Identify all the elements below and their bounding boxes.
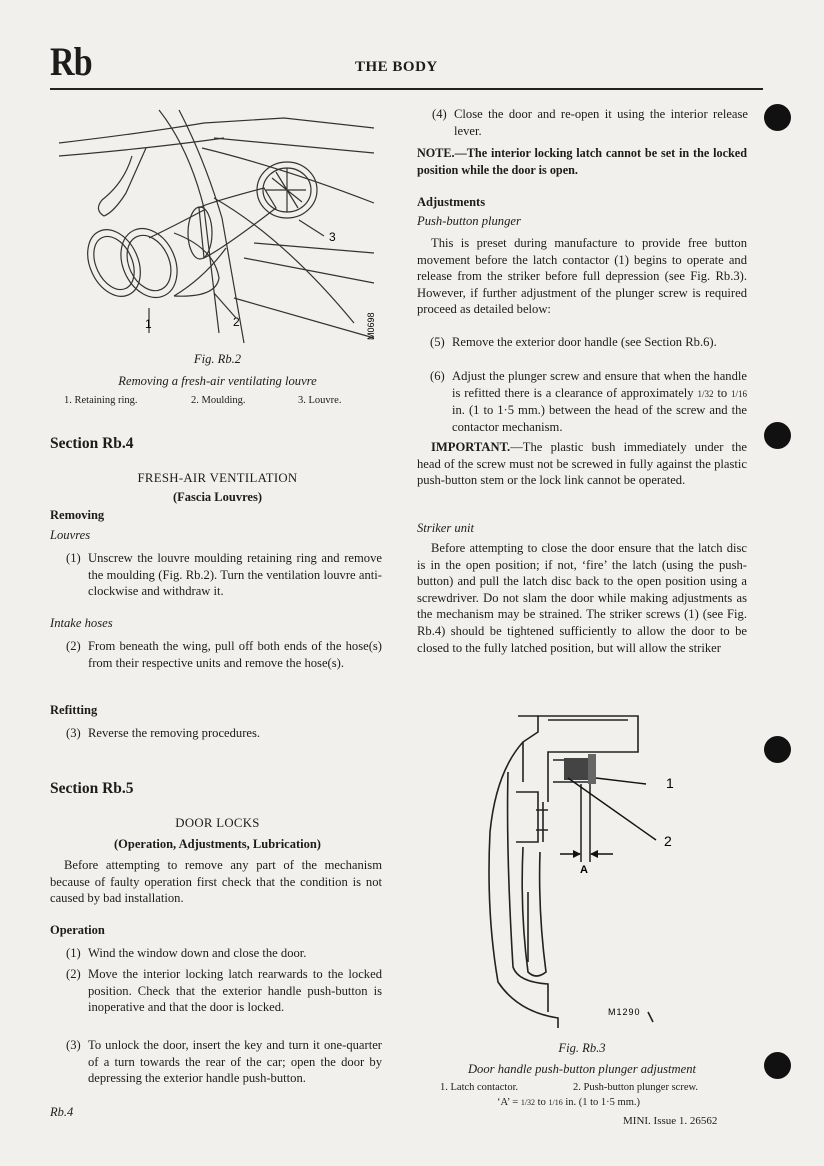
- step-3: [66, 725, 382, 742]
- subheading-push-button-plunger: Push-button plunger: [417, 214, 521, 228]
- important-paragraph: [417, 439, 747, 489]
- fig-rb3-legend-fraction-1: 1/32: [520, 1098, 536, 1107]
- fig-rb2-legend-1: 1. Retaining ring.: [64, 395, 138, 406]
- operation-step-3: [66, 1037, 382, 1087]
- fig-rb3-legend-fraction-2: 1/16: [548, 1098, 563, 1107]
- note: [417, 145, 747, 178]
- subheading-intake-hoses: Intake hoses: [50, 616, 113, 630]
- important-label: IMPORTANT.: [431, 440, 511, 454]
- step-5-number: (5): [430, 335, 445, 349]
- step-6-text-a: Adjust the plunger screw and ensure that when the handle is refitted there is a clearance of approximately: [452, 369, 747, 400]
- section-rb5-intro: Before attempting to remove any part of the mechanism because of faulty operation first check that the condition is not caused by bad installation.: [50, 858, 382, 906]
- door-handle-plunger-illustration: [478, 712, 698, 1030]
- operation-step-3-text: To unlock the door, insert the key and turn it one-quarter of a turn towards the rear of the car; open the door by depressing the exterior handle push-button.: [88, 1038, 382, 1086]
- step-5: [430, 334, 747, 351]
- step-6-number: (6): [430, 369, 445, 383]
- issue-number: MINI. Issue 1. 26562: [623, 1115, 718, 1127]
- step-5-text: Remove the exterior door handle (see Section Rb.6).: [452, 335, 717, 349]
- section-rb4-title: Section Rb.4: [50, 435, 134, 452]
- section-rb5-subheading: (Operation, Adjustments, Lubrication): [114, 837, 321, 851]
- operation-step-2-text: Move the interior locking latch rearwards to the locked position. Check that the exterior handle push-button is inoperative and that the door is locked.: [88, 967, 382, 1015]
- operation-step-4: [432, 106, 748, 139]
- callout-3: 3: [329, 230, 336, 244]
- fresh-air-louvre-illustration: [54, 108, 384, 348]
- section-code: Rb: [50, 39, 92, 84]
- callout-1: 1: [666, 775, 674, 791]
- fig-rb3-legend-2: 2. Push-button plunger screw.: [573, 1082, 699, 1093]
- fig-rb2-subcaption: Removing a fresh-air ventilating louvre: [118, 374, 317, 388]
- important-text: —The plastic bush immediately under the head of the screw must not be screwed in fully against the plastic push-button stem or the lock link cannot be operated.: [417, 440, 747, 488]
- operation-step-1: [66, 945, 382, 962]
- operation-step-3-number: (3): [66, 1038, 81, 1052]
- operation-step-2-number: (2): [66, 967, 81, 981]
- section-rb4-subheading: (Fascia Louvres): [173, 490, 262, 504]
- binder-hole: [764, 104, 791, 131]
- step-1-text: Unscrew the louvre moulding retaining ring and remove the moulding (Fig. Rb.2). Turn the ventilation louvre anti-clockwise and withdraw it.: [88, 551, 382, 599]
- fig-rb3-legend-a: [497, 1097, 640, 1108]
- page-title: THE BODY: [355, 59, 438, 75]
- section-rb4-heading: FRESH-AIR VENTILATION: [137, 471, 298, 485]
- subheading-louvres: Louvres: [50, 528, 91, 542]
- step-2: [66, 638, 382, 671]
- fig-rb2-legend-3: 3. Louvre.: [298, 395, 342, 406]
- step-6-text-b: in. (1 to 1·5 mm.) between the head of the screw and the contactor mechanism.: [452, 403, 747, 434]
- step-6: [430, 368, 748, 435]
- callout-a: A: [580, 864, 588, 876]
- subheading-striker-unit: Striker unit: [417, 521, 475, 535]
- fig-rb3-legend-a-label: ‘A’ =: [497, 1097, 519, 1108]
- operation-step-4-number: (4): [432, 107, 447, 121]
- figure-code: M1290: [608, 1007, 641, 1017]
- operation-step-4-text: Close the door and re-open it using the interior release lever.: [454, 107, 748, 138]
- fig-rb3-legend-to: to: [537, 1097, 546, 1108]
- step-2-text: From beneath the wing, pull off both ends of the hose(s) from their respective units and remove the hose(s).: [88, 639, 382, 670]
- plunger-paragraph: This is preset during manufacture to provide free button movement before the latch contactor (1) begins to operate and release from the striker before full depression (see Fig. Rb.3). However, if further adjustment of the plunger screw is required proceed as detailed below:: [417, 236, 747, 317]
- step-1-number: (1): [66, 551, 81, 565]
- step-6-to: to: [717, 385, 728, 400]
- section-rb5-heading: DOOR LOCKS: [175, 816, 260, 830]
- heading-operation: Operation: [50, 923, 105, 937]
- step-3-number: (3): [66, 726, 81, 740]
- fig-rb3-legend-b: in. (1 to 1·5 mm.): [565, 1097, 640, 1108]
- heading-adjustments: Adjustments: [417, 195, 486, 209]
- callout-2: 2: [664, 833, 672, 849]
- fig-rb3-legend-1: 1. Latch contactor.: [440, 1082, 519, 1093]
- page-number: Rb.4: [50, 1105, 74, 1119]
- operation-step-1-text: Wind the window down and close the door.: [88, 946, 307, 960]
- heading-refitting: Refitting: [50, 703, 98, 717]
- header-rule: [50, 88, 763, 90]
- step-2-number: (2): [66, 639, 81, 653]
- section-rb5-title: Section Rb.5: [50, 780, 134, 797]
- callout-2: 2: [233, 315, 240, 329]
- step-6-fraction-2: 1/16: [731, 388, 748, 399]
- binder-hole: [764, 1052, 791, 1079]
- fig-rb2-caption: Fig. Rb.2: [193, 352, 242, 366]
- step-6-fraction-1: 1/32: [697, 388, 714, 399]
- fig-rb3-caption: Fig. Rb.3: [558, 1041, 606, 1055]
- operation-step-1-number: (1): [66, 946, 81, 960]
- callout-1: 1: [145, 317, 152, 331]
- striker-paragraph: Before attempting to close the door ensure that the latch disc is in the open position; if not, ‘fire’ the latch (using the push-button) and pull the latch disc back to the open position using a screwdriver. Do not slam the door while making adjustments as the mechanism may be strained. The striker screws (1) (see Fig. Rb.4) should be tightened sufficiently to allow the door to be closed to the fully latched position, but will allow the striker: [417, 541, 747, 655]
- operation-step-2: [66, 966, 382, 1016]
- step-3-text: Reverse the removing procedures.: [88, 726, 261, 740]
- note-label: NOTE.: [417, 146, 455, 160]
- step-1: [66, 550, 382, 600]
- fig-rb3-subcaption: Door handle push-button plunger adjustment: [467, 1062, 697, 1076]
- heading-removing: Removing: [50, 508, 105, 522]
- binder-hole: [764, 736, 791, 763]
- binder-hole: [764, 422, 791, 449]
- fig-rb2-legend-2: 2. Moulding.: [191, 395, 246, 406]
- note-text: —The interior locking latch cannot be set in the locked position while the door is open.: [417, 146, 747, 177]
- figure-code: M0698: [366, 312, 376, 340]
